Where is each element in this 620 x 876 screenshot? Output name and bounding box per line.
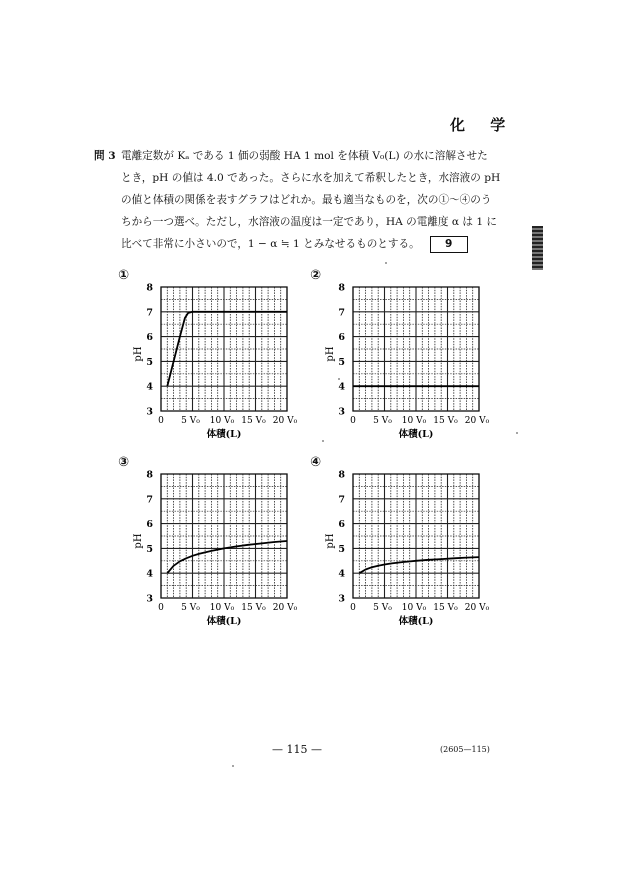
y-tick-label: 5 — [338, 356, 345, 368]
chart-1 — [118, 268, 308, 452]
x-tick-label: 15 V₀ — [241, 603, 266, 613]
y-tick-label: 8 — [146, 282, 153, 294]
x-tick-label: 10 V₀ — [209, 603, 235, 613]
grid — [353, 474, 479, 598]
scan-speck — [338, 378, 340, 380]
y-tick-label: 6 — [146, 519, 153, 531]
y-tick-label: 3 — [146, 406, 153, 418]
question-line-1 — [94, 145, 514, 167]
x-tick-label: 20 V₀ — [272, 416, 298, 426]
subject-heading: 化 学 — [450, 116, 516, 134]
grid — [353, 287, 479, 411]
x-tick-label: 5 V₀ — [181, 603, 200, 613]
scan-speck — [232, 765, 234, 767]
y-tick-label: 8 — [146, 469, 153, 481]
scan-speck — [385, 262, 387, 264]
x-tick-label: 0 — [158, 416, 164, 426]
question-text-5: 比べて非常に小さいので，1 − α ≒ 1 とみなせるものとする。 — [121, 238, 420, 250]
scan-speck — [322, 440, 324, 442]
y-tick-label: 6 — [338, 519, 345, 531]
x-tick-label: 15 V₀ — [433, 603, 458, 613]
x-tick-label: 5 V₀ — [373, 416, 392, 426]
x-tick-label: 0 — [350, 603, 356, 613]
chart-2 — [310, 268, 500, 452]
y-tick-label: 5 — [338, 543, 345, 555]
question-line-5 — [94, 233, 514, 255]
y-axis-label: pH — [325, 533, 336, 549]
x-tick-label: 15 V₀ — [433, 416, 458, 426]
chart-3-svg — [118, 455, 308, 635]
y-tick-label: 4 — [338, 568, 345, 580]
y-tick-label: 8 — [338, 469, 345, 481]
y-tick-label: 7 — [146, 494, 153, 506]
x-axis-label: 体積(L) — [206, 429, 242, 440]
grid — [161, 287, 287, 411]
x-tick-label: 5 V₀ — [373, 603, 392, 613]
question-text-1: 電離定数が Kₐ である 1 価の弱酸 HA 1 mol を体積 V₀(L) の水に溶解させた — [121, 150, 488, 162]
x-axis-label: 体積(L) — [398, 429, 434, 440]
x-tick-label: 0 — [158, 603, 164, 613]
side-index-tab — [532, 226, 543, 270]
x-tick-label: 20 V₀ — [464, 603, 490, 613]
y-tick-label: 4 — [338, 381, 345, 393]
y-tick-label: 4 — [146, 381, 153, 393]
x-tick-label: 5 V₀ — [181, 416, 200, 426]
y-tick-label: 5 — [146, 356, 153, 368]
y-axis-label: pH — [133, 346, 144, 362]
x-tick-label: 10 V₀ — [209, 416, 235, 426]
question-line-4: ちから一つ選べ。ただし，水溶液の温度は一定であり，HA の電離度 α は 1 に — [121, 216, 498, 228]
y-tick-label: 6 — [338, 332, 345, 344]
data-line — [167, 541, 287, 573]
y-tick-label: 4 — [146, 568, 153, 580]
x-axis-label: 体積(L) — [398, 616, 434, 627]
y-tick-label: 6 — [146, 332, 153, 344]
x-axis-label: 体積(L) — [206, 616, 242, 627]
y-tick-label: 7 — [338, 307, 345, 319]
chart-4-label: ④ — [310, 455, 322, 470]
x-tick-label: 20 V₀ — [464, 416, 490, 426]
y-tick-label: 3 — [146, 593, 153, 605]
question-number: 問 3 — [94, 150, 116, 162]
question-line-3: の値と体積の関係を表すグラフはどれか。最も適当なものを，次の①～④のう — [121, 194, 492, 206]
question-line-2: とき，pH の値は 4.0 であった。さらに水を加えて希釈したとき，水溶液の pH — [121, 172, 501, 184]
chart-2-svg — [310, 268, 500, 448]
y-tick-label: 8 — [338, 282, 345, 294]
x-tick-label: 10 V₀ — [401, 603, 427, 613]
question-block — [94, 145, 514, 255]
page-number: — 115 — — [272, 743, 322, 756]
x-tick-label: 15 V₀ — [241, 416, 266, 426]
x-tick-label: 10 V₀ — [401, 416, 427, 426]
chart-2-label: ② — [310, 268, 322, 283]
y-axis-label: pH — [133, 533, 144, 549]
data-line — [359, 557, 479, 573]
chart-1-svg — [118, 268, 308, 448]
y-axis-label: pH — [325, 346, 336, 362]
chart-3 — [118, 455, 308, 639]
chart-4 — [310, 455, 500, 639]
grid — [161, 474, 287, 598]
scan-speck — [516, 432, 518, 434]
chart-4-svg — [310, 455, 500, 635]
chart-1-label: ① — [118, 268, 130, 283]
page-code: (2605—115) — [440, 745, 490, 754]
y-tick-label: 3 — [338, 406, 345, 418]
answer-box[interactable]: 9 — [430, 236, 468, 253]
y-tick-label: 7 — [146, 307, 153, 319]
y-tick-label: 3 — [338, 593, 345, 605]
y-tick-label: 5 — [146, 543, 153, 555]
x-tick-label: 20 V₀ — [272, 603, 298, 613]
chart-3-label: ③ — [118, 455, 130, 470]
x-tick-label: 0 — [350, 416, 356, 426]
y-tick-label: 7 — [338, 494, 345, 506]
